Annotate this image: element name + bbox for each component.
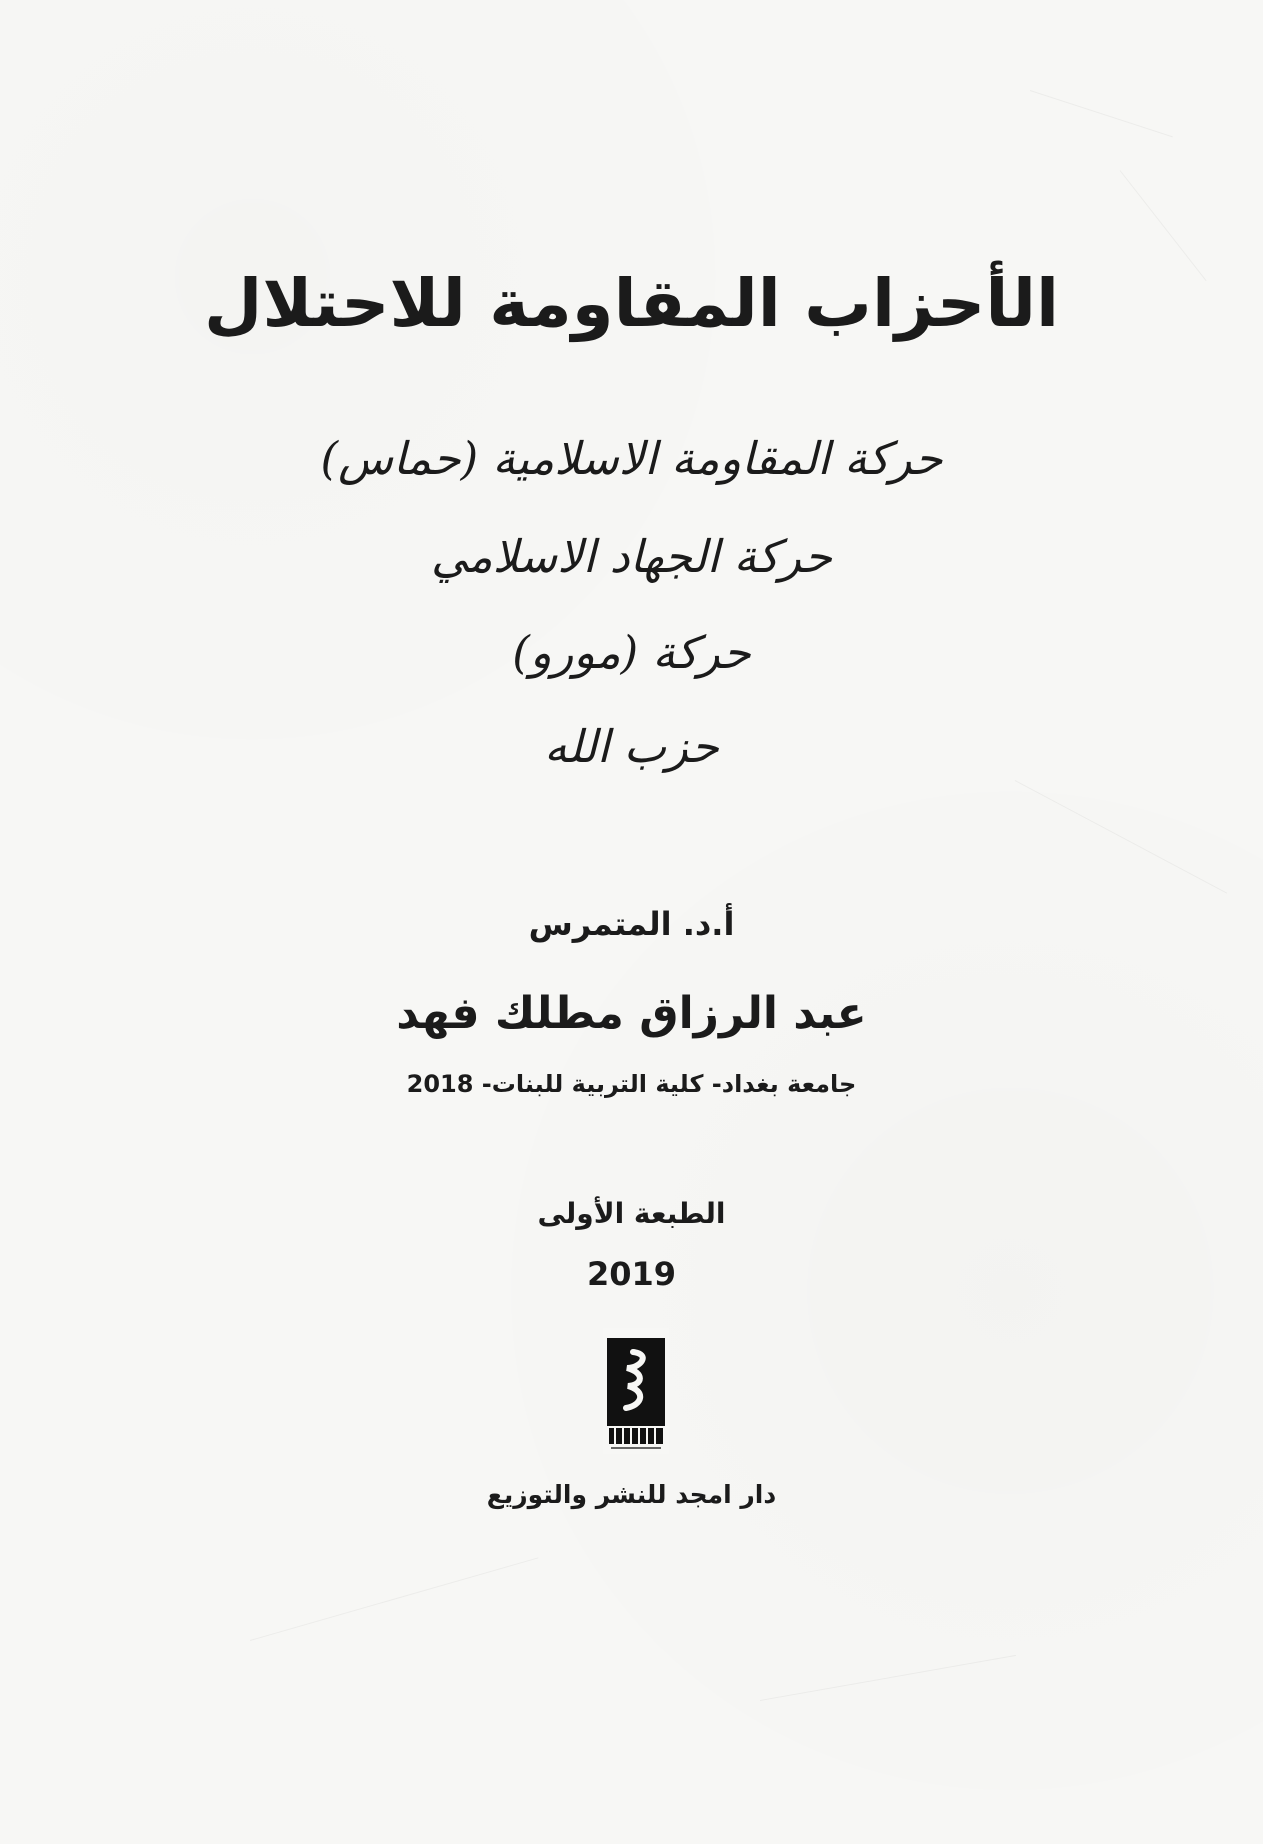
publisher-name: دار امجد للنشر والتوزيع — [486, 1480, 777, 1509]
paper-scratch — [250, 1557, 539, 1641]
book-title: الأحزاب المقاومة للاحتلال — [203, 265, 1060, 342]
paper-scratch — [1030, 90, 1173, 137]
paper-scratch — [760, 1655, 1016, 1701]
publisher-logo — [603, 1328, 669, 1454]
subtitle-islamic-jihad: حركة الجهاد الاسلامي — [431, 530, 832, 583]
author-affiliation: جامعة بغداد- كلية التربية للبنات- 2018 — [406, 1070, 857, 1098]
edition-label: الطبعة الأولى — [537, 1197, 726, 1230]
author-name: عبد الرزاق مطلك فهد — [396, 988, 867, 1039]
subtitle-hamas: حركة المقاومة الاسلامية (حماس) — [320, 432, 943, 485]
subtitle-moro: حركة (مورو) — [512, 626, 751, 679]
author-prefix: أ.د. المتمرس — [528, 905, 735, 943]
subtitle-hezbollah: حزب الله — [544, 720, 719, 773]
publication-year: 2019 — [586, 1255, 677, 1293]
paper-scratch — [1015, 780, 1227, 894]
